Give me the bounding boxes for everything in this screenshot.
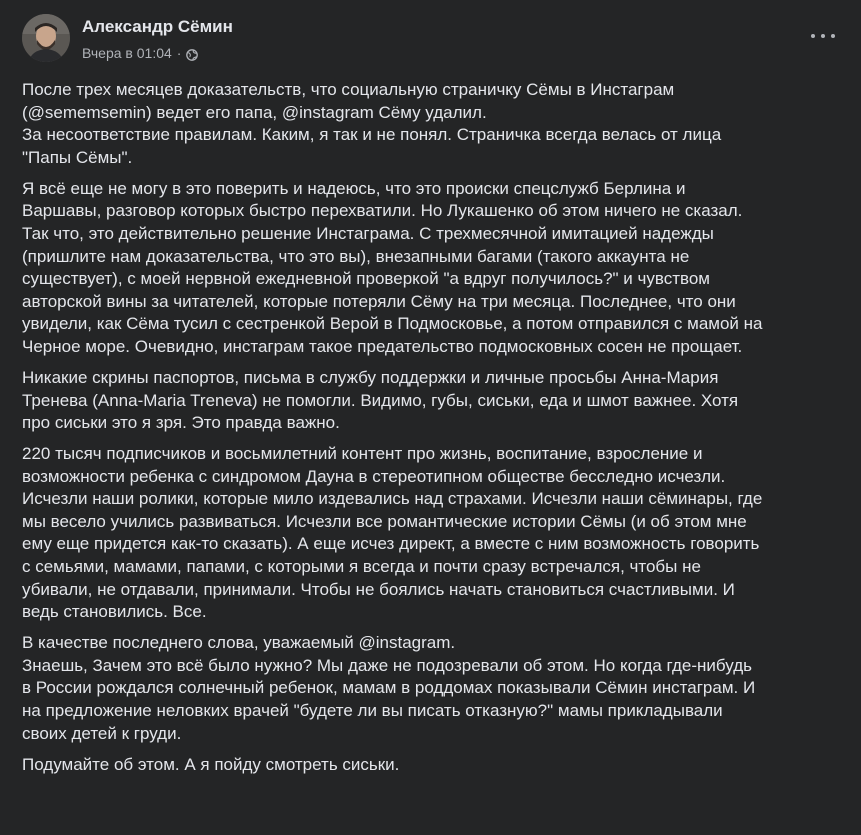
more-options-icon	[811, 34, 815, 38]
post-paragraph-2: Я всё еще не могу в это поверить и надеюсь, что это происки спецслужб Берлина и Варшавы, разговор которых быстро перехватили. Но Лукашенко об этом ничего не сказал. Так что, это действительно решение Инстаграма. С трехмесячной имитацией надежды (пришлите нам доказательства, что это вы), внезапными багами (такого аккаунта не существует), с моей нервной ежедневной проверкой "а вдруг получилось?" и чувством авторской вины за читателей, которые потеряли Сёму на три месяца. Последнее, что они увидели, как Сёма тусил с сестренкой Верой в Подмосковье, а потом отправился с мамой на Черное море. Очевидно, инстаграм такое предательство подмосковных сосен не прощает.	[22, 178, 763, 356]
post-paragraph-4: 220 тысяч подписчиков и восьмилетний контент про жизнь, воспитание, взросление и возможности ребенка с синдромом Дауна в стереотипном обществе бесследно исчезли. Исчезли наши ролики, которые мило издевались над страхами. Исчезли наши сёминары, где мы весело учились развиваться. Исчезли все романтические истории Сёмы (и об этом мне ему еще придется как-то сказать). А еще исчез директ, а вместе с ним возможность говорить с семьями, мамами, папами, с которыми я всегда и почти сразу встречался, чтобы не убивали, не отдавали, принимали. Чтобы не боялись начать становиться счастливыми. И ведь становились. Все.	[22, 444, 763, 622]
post-paragraph-1: После трех месяцев доказательств, что социальную страничку Сёмы в Инстаграм (@sememsemin) ведет его папа, @instagram Сёму удалил. За несоответствие правилам. Каким, я так и не понял. Страничка всегда велась от лица "Папы Сёмы".	[22, 80, 722, 167]
post-body	[22, 79, 847, 785]
post-paragraph-6: Подумайте об этом. А я пойду смотреть сиськи.	[22, 754, 400, 774]
author-name[interactable]: Александр Сёмин	[82, 17, 233, 36]
author-avatar[interactable]	[22, 14, 70, 62]
post-meta	[82, 16, 233, 62]
more-options-button[interactable]	[811, 30, 835, 42]
avatar-photo-icon	[22, 14, 70, 62]
globe-icon[interactable]	[186, 47, 198, 59]
post-paragraph-3: Никакие скрины паспортов, письма в службу поддержки и личные просьбы Анна-Мария Тренева (Anna-Maria Treneva) не помогли. Видимо, губы, сиськи, еда и шмот важнее. Хотя про сиськи это я зря. Это правда важно.	[22, 367, 739, 433]
separator-dot: ·	[176, 45, 182, 61]
post-paragraph-5: В качестве последнего слова, уважаемый @instagram. Знаешь, Зачем это всё было нужно? Мы даже не подозревали об этом. Но когда где-нибудь в России рождался солнечный ребенок, мамам в роддомах показывали Сёмин инстаграм. И на предложение неловких врачей "будете ли вы писать отказную?" мамы прикладывали своих детей к груди.	[22, 633, 756, 743]
post-timestamp[interactable]: Вчера в 01:04	[82, 45, 172, 61]
post-subline	[82, 44, 233, 62]
post-header	[22, 14, 233, 74]
